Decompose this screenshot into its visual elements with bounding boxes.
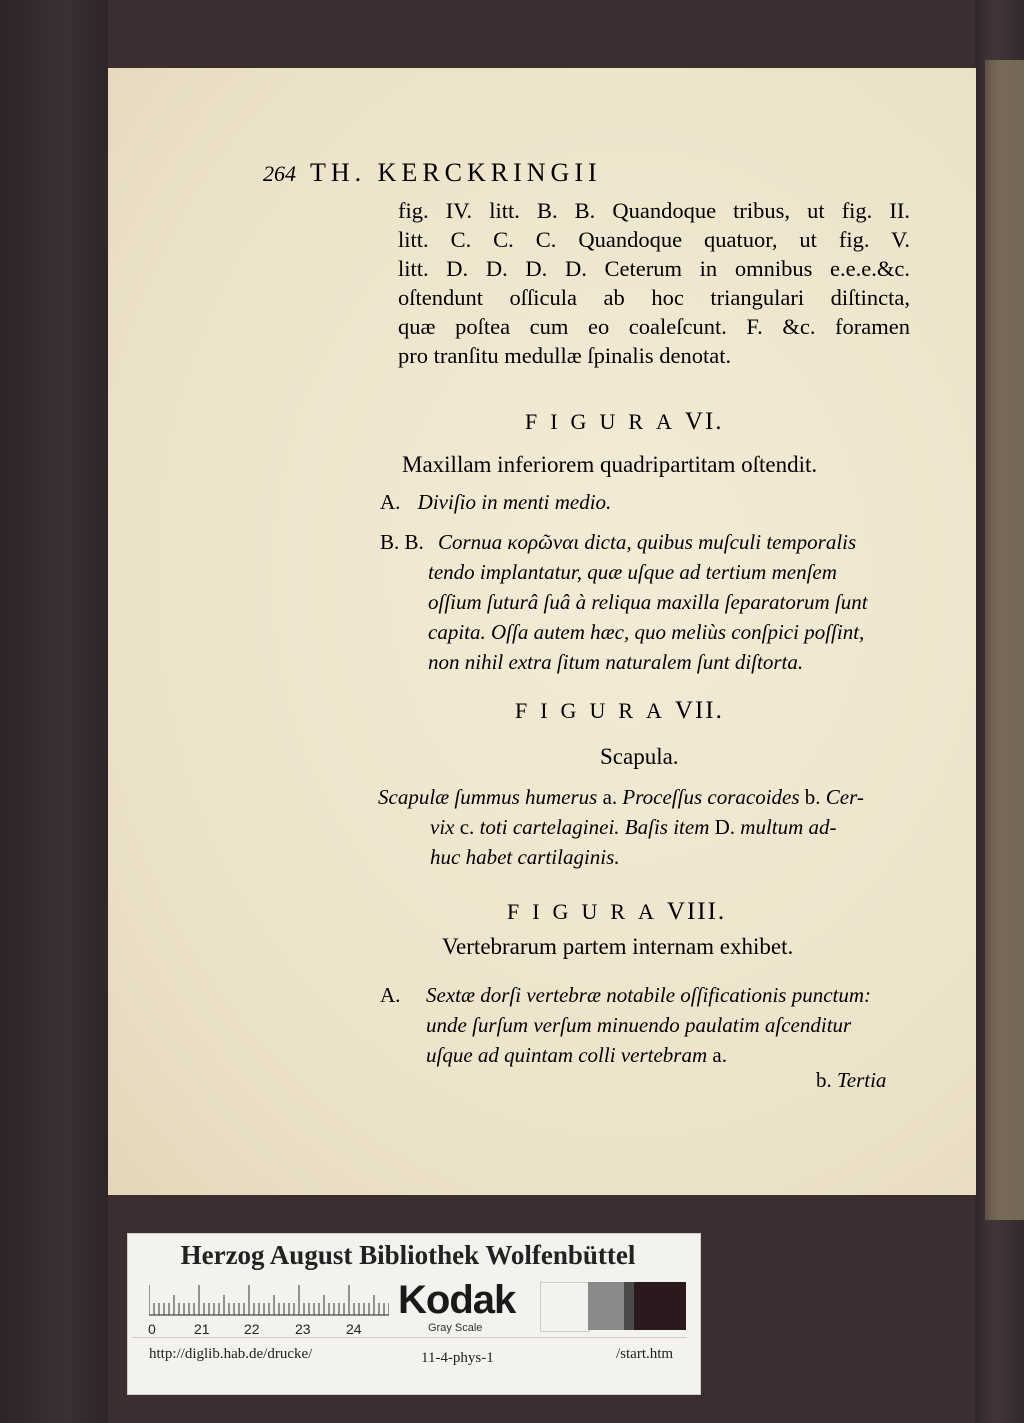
entry-text-line bbox=[378, 782, 864, 812]
label-divider bbox=[132, 1337, 687, 1338]
running-head bbox=[263, 158, 602, 188]
text-line: litt. D. D. D. D. Ceterum in omnibus e.e.e.&c. bbox=[398, 256, 910, 281]
text-line: litt. C. C. C. Quandoque quatuor, ut fig. V. bbox=[398, 227, 910, 252]
text-line: fig. IV. litt. B. B. Quandoque tribus, ut fig. II. bbox=[398, 198, 910, 223]
entry-text-line: huc habet cartilaginis. bbox=[430, 845, 620, 869]
entry-text: Scapulæ ſummus humerus bbox=[378, 785, 603, 809]
figure-heading bbox=[507, 898, 726, 926]
entry-text-line: unde ſurſum verſum minuendo paulatim aſcenditur bbox=[426, 1013, 852, 1037]
entry-text: Diviſio in menti medio. bbox=[417, 490, 612, 514]
figure-heading-numeral: VII. bbox=[674, 697, 724, 724]
entry-letter: a. bbox=[712, 1043, 727, 1067]
gray-scale-caption: Gray Scale bbox=[428, 1322, 483, 1334]
kodak-logo: Kodak bbox=[398, 1278, 516, 1322]
figure-heading-numeral: VI. bbox=[684, 408, 724, 435]
entry-text: Cer- bbox=[820, 785, 864, 809]
ruler-number: 22 bbox=[244, 1321, 260, 1337]
entry-text-line bbox=[426, 1040, 871, 1070]
entry-label: A. bbox=[380, 983, 401, 1007]
text-line: pro tranſitu medullæ ſpinalis denotat. bbox=[398, 343, 732, 368]
legend-entry bbox=[380, 527, 868, 677]
entry-text-line: oſſium ſuturâ ſuâ à reliqua maxilla ſeparatorum ſunt bbox=[428, 590, 868, 614]
entry-text-line: Sextæ dorſi vertebræ notabile oſſificationis punctum: bbox=[426, 983, 872, 1007]
entry-text: toti cartelaginei. Baſis item bbox=[474, 815, 715, 839]
catchword-letter: b. bbox=[816, 1068, 832, 1092]
catchword-word: Tertia bbox=[837, 1068, 887, 1092]
library-color-target-label bbox=[127, 1233, 701, 1395]
url-base: http://diglib.hab.de/drucke/ bbox=[149, 1346, 313, 1362]
entry-letter: c. bbox=[459, 815, 475, 839]
ruler-number: 0 bbox=[148, 1321, 156, 1337]
entry-text: multum ad- bbox=[735, 815, 837, 839]
entry-letter: D. bbox=[714, 815, 736, 839]
gray-swatch-black bbox=[634, 1282, 686, 1330]
running-head-title: TH. KERCKRINGII bbox=[310, 158, 602, 187]
figure-heading-word: FIGURA bbox=[515, 698, 675, 723]
figure-heading bbox=[515, 697, 724, 725]
entry-text-line: capita. Oſſa autem hæc, quo meliùs conſpici poſſint, bbox=[428, 620, 865, 644]
figure-heading-word: FIGURA bbox=[525, 409, 685, 434]
entry-text-line: Cornua κορῶναι dicta, quibus muſculi temporalis bbox=[438, 530, 857, 554]
gray-swatch-dark bbox=[624, 1282, 634, 1330]
entry-text: uſque ad quintam colli vertebram bbox=[426, 1043, 713, 1067]
catchword bbox=[816, 1068, 886, 1093]
text-line: quæ poſtea cum eo coaleſcunt. F. &c. foramen bbox=[398, 314, 910, 339]
figure-caption: Maxillam inferiorem quadripartitam oſtendit. bbox=[402, 452, 818, 477]
entry-text-line: tendo implantatur, quæ uſque ad tertium menſem bbox=[428, 560, 837, 584]
entry-label: A. bbox=[380, 490, 401, 514]
book-binding-right bbox=[975, 0, 1024, 1423]
figure-heading-numeral: VIII. bbox=[666, 898, 727, 925]
ruler-number: 24 bbox=[346, 1321, 362, 1337]
figure-caption: Scapula. bbox=[600, 744, 679, 769]
entry-letter: b. bbox=[804, 785, 821, 809]
legend-entry bbox=[380, 980, 871, 1070]
figure-heading bbox=[525, 408, 724, 436]
ruler-number: 23 bbox=[295, 1321, 311, 1337]
text-line: oſtendunt oſſicula ab hoc triangulari diſtincta, bbox=[398, 285, 910, 310]
url-shelfmark: 11-4-phys-1 bbox=[421, 1350, 494, 1366]
entry-letter: a. bbox=[602, 785, 618, 809]
gray-swatch-white bbox=[540, 1282, 590, 1332]
figure-caption: Vertebrarum partem internam exhibet. bbox=[442, 934, 794, 959]
entry-label: B. B. bbox=[380, 530, 424, 554]
page-number: 264 bbox=[263, 161, 296, 186]
gray-swatch-mid bbox=[588, 1282, 624, 1330]
ruler-scale bbox=[149, 1282, 389, 1316]
entry-text: Proceſſus coracoides bbox=[617, 785, 805, 809]
book-binding-left bbox=[0, 0, 108, 1423]
entry-text-line bbox=[430, 812, 864, 842]
legend-entry bbox=[378, 782, 864, 872]
entry-text-line: non nihil extra ſitum naturalem ſunt diſtorta. bbox=[428, 650, 804, 674]
entry-text: vix bbox=[430, 815, 460, 839]
url-start: /start.htm bbox=[616, 1346, 674, 1362]
library-name: Herzog August Bibliothek Wolfenbüttel bbox=[180, 1240, 636, 1270]
figure-heading-word: FIGURA bbox=[507, 899, 667, 924]
intro-paragraph bbox=[398, 196, 910, 370]
legend-entry bbox=[380, 487, 611, 517]
ruler-number: 21 bbox=[194, 1321, 210, 1337]
